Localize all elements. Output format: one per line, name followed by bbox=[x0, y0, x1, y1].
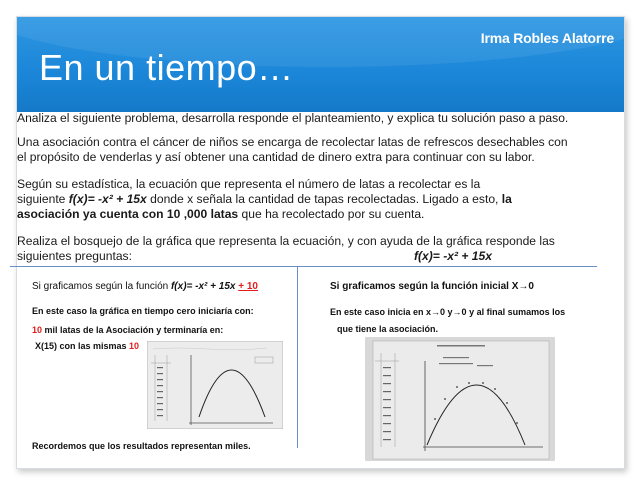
right-line-1: En este caso inicia en x→0 y→0 y al final sumamos los bbox=[330, 307, 566, 317]
stat-bold: la bbox=[501, 192, 512, 206]
author-name: Irma Robles Alatorre bbox=[480, 30, 614, 46]
hand-drawn-graph-photo-2 bbox=[365, 337, 555, 461]
stat-pre: siguiente bbox=[17, 192, 69, 206]
left-footer: Recordemos que los resultados representan miles. bbox=[32, 441, 251, 451]
left-line-3 bbox=[35, 341, 139, 352]
header-banner bbox=[17, 17, 624, 112]
left-heading bbox=[32, 281, 258, 293]
left-heading-equation: f(x)= -x² + 15x bbox=[170, 281, 236, 292]
context-line-2: el propósito de venderlas y así obtener una cantidad de dinero extra para continuar con su labor. bbox=[17, 150, 535, 164]
stat-post: que ha recolectado por su cuenta. bbox=[238, 207, 425, 221]
statistic-line-1: Según su estadística, la ecuación que representa el número de latas a recolectar es la bbox=[17, 177, 481, 191]
stat-mid: donde x señala la cantidad de tapas recolectadas. Ligado a esto, bbox=[146, 192, 502, 206]
association-cans: asociación ya cuenta con 10 ,000 latas bbox=[17, 207, 239, 221]
context-line-1: Una asociación contra el cáncer de niños se encarga de recolectar latas de refrescos desechables con bbox=[17, 135, 568, 149]
horizontal-divider bbox=[10, 266, 597, 267]
statistic-line-3 bbox=[17, 207, 424, 222]
left-heading-plus-ten: + 10 bbox=[238, 281, 258, 292]
left-line-3-red: 10 bbox=[129, 341, 140, 351]
left-line-2-post: mil latas de la Asociación y terminaría en: bbox=[42, 325, 224, 335]
left-line-2 bbox=[32, 325, 223, 336]
photo2-paper bbox=[373, 341, 549, 459]
statistic-line-2 bbox=[17, 192, 512, 207]
task-equation: f(x)= -x² + 15x bbox=[414, 249, 492, 263]
right-line-2: que tiene la asociación. bbox=[337, 324, 439, 334]
left-line-3-pre: X(15) con las mismas bbox=[35, 341, 130, 351]
left-line-2-red: 10 bbox=[32, 325, 43, 335]
task-line-2: siguientes preguntas: bbox=[17, 249, 132, 263]
task-line-1: Realiza el bosquejo de la gráfica que representa la ecuación, y con ayuda de la gráfica responde las bbox=[17, 234, 555, 248]
equation: f(x)= -x² + 15x bbox=[68, 192, 147, 206]
instruction-text: Analiza el siguiente problema, desarrolla responde el planteamiento, y explica tu solución paso a paso. bbox=[17, 111, 569, 125]
left-heading-pre: Si graficamos según la función bbox=[32, 281, 171, 292]
slide-title: En un tiempo… bbox=[39, 47, 294, 88]
left-line-1: En este caso la gráfica en tiempo cero iniciaría con: bbox=[32, 306, 254, 316]
hand-drawn-graph-photo bbox=[147, 341, 283, 429]
photo-paper bbox=[147, 341, 283, 429]
vertical-divider bbox=[297, 266, 298, 448]
right-heading: Si graficamos según la función inicial X→0 bbox=[330, 281, 534, 292]
